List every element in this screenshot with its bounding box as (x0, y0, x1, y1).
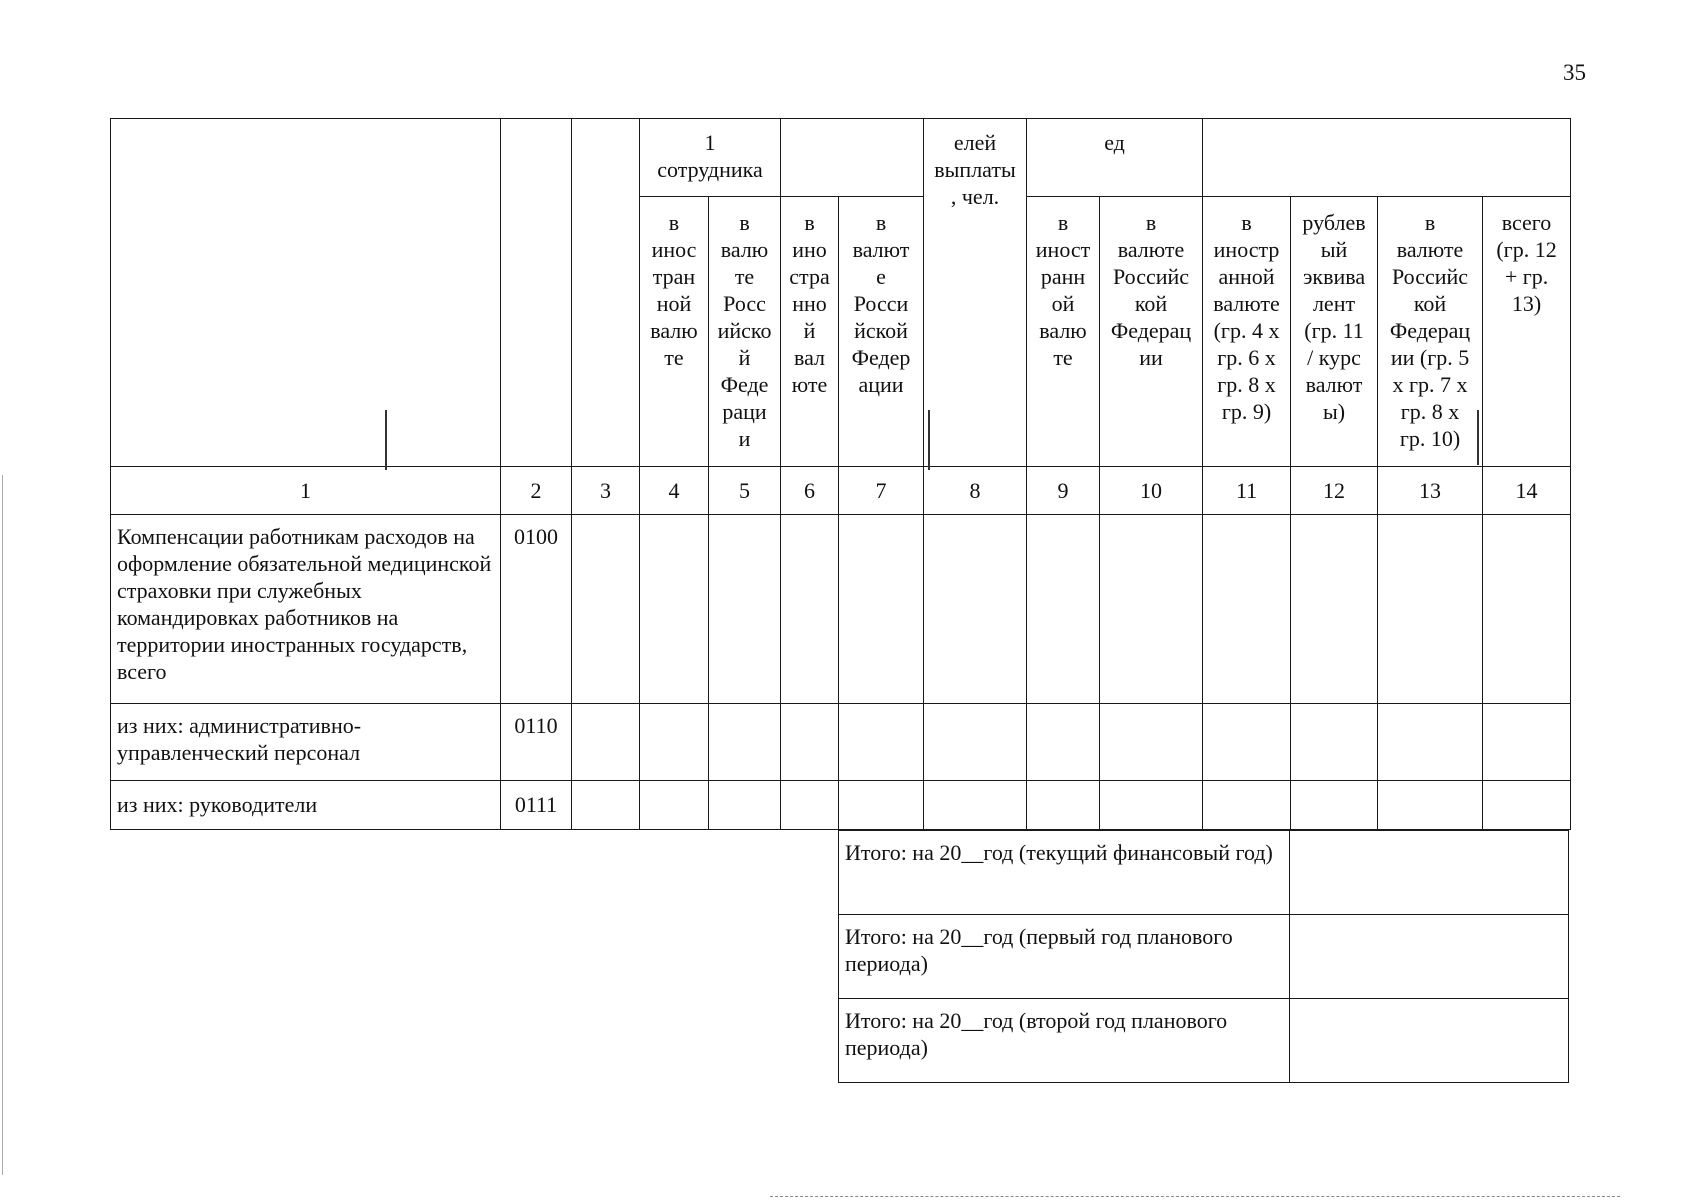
scan-mark (1477, 410, 1479, 465)
value-cell[interactable] (1483, 781, 1571, 830)
row-label: из них: руководители (111, 781, 501, 830)
value-cell[interactable] (1291, 704, 1378, 781)
value-cell[interactable] (709, 515, 781, 704)
subheader-col13: в валюте Российс кой Федерац ии (гр. 5 х гр. 7 х гр. 8 х гр. 10) (1378, 197, 1483, 467)
column-number: 5 (709, 467, 781, 515)
totals-value-cell[interactable] (1290, 999, 1569, 1083)
value-cell[interactable] (1100, 781, 1203, 830)
subheader-col9: в иност ранн ой валю те (1027, 197, 1100, 467)
column-number: 12 (1291, 467, 1378, 515)
value-cell[interactable] (572, 704, 640, 781)
column-number: 8 (924, 467, 1027, 515)
expense-table (110, 118, 1571, 830)
subheader-col14: всего (гр. 12 + гр. 13) (1483, 197, 1571, 467)
value-cell[interactable] (1378, 781, 1483, 830)
table-row (111, 515, 1571, 704)
value-cell[interactable] (1027, 781, 1100, 830)
scan-mark (928, 410, 930, 470)
header-cell-cols11-14 (1203, 119, 1571, 197)
value-cell[interactable] (1203, 515, 1291, 704)
value-cell[interactable] (572, 781, 640, 830)
totals-table (838, 830, 1569, 1083)
totals-value-cell[interactable] (1290, 915, 1569, 999)
value-cell[interactable] (1203, 704, 1291, 781)
subheader-col5: в валю те Росс ийско й Феде раци и (709, 197, 781, 467)
column-number: 14 (1483, 467, 1571, 515)
value-cell[interactable] (640, 515, 709, 704)
header-cell-col8: елей выплаты , чел. (924, 119, 1027, 467)
value-cell[interactable] (1027, 704, 1100, 781)
value-cell[interactable] (1291, 781, 1378, 830)
value-cell[interactable] (640, 704, 709, 781)
totals-row (839, 831, 1569, 915)
header-cell-col3 (572, 119, 640, 467)
page-number: 35 (1563, 60, 1586, 85)
value-cell[interactable] (709, 781, 781, 830)
subheader-col7: в валют е Росси йской Федер ации (839, 197, 924, 467)
row-label: Компенсации работникам расходов на оформление обязательной медицинской страховки при служебных командировках работников на территории иностранных государств, всего (111, 515, 501, 704)
totals-value-cell[interactable] (1290, 831, 1569, 915)
subheader-col6: в ино стра нно й вал юте (781, 197, 839, 467)
subheader-col10: в валюте Российс кой Федерац ии (1100, 197, 1203, 467)
column-number: 2 (501, 467, 572, 515)
value-cell[interactable] (709, 704, 781, 781)
row-label: из них: административно-управленческий персонал (111, 704, 501, 781)
column-number: 13 (1378, 467, 1483, 515)
column-number: 4 (640, 467, 709, 515)
column-number: 7 (839, 467, 924, 515)
column-number: 3 (572, 467, 640, 515)
subheader-col4: в инос тран ной валю те (640, 197, 709, 467)
column-number: 9 (1027, 467, 1100, 515)
value-cell[interactable] (1483, 704, 1571, 781)
value-cell[interactable] (572, 515, 640, 704)
value-cell[interactable] (781, 515, 839, 704)
header-cell-cols6-7 (781, 119, 924, 197)
header-cell-cols4-5: 1 сотрудника (640, 119, 781, 197)
value-cell[interactable] (839, 515, 924, 704)
row-code: 0100 (501, 515, 572, 704)
value-cell[interactable] (1100, 515, 1203, 704)
table-row (111, 704, 1571, 781)
totals-row (839, 915, 1569, 999)
row-code: 0110 (501, 704, 572, 781)
row-code: 0111 (501, 781, 572, 830)
column-number: 11 (1203, 467, 1291, 515)
totals-label: Итого: на 20__год (второй год планового периода) (839, 999, 1290, 1083)
scan-dash (770, 1196, 1620, 1197)
value-cell[interactable] (924, 704, 1027, 781)
value-cell[interactable] (1378, 704, 1483, 781)
value-cell[interactable] (1027, 515, 1100, 704)
value-cell[interactable] (924, 781, 1027, 830)
value-cell[interactable] (924, 515, 1027, 704)
column-number: 1 (111, 467, 501, 515)
scan-mark (385, 410, 387, 470)
value-cell[interactable] (1203, 781, 1291, 830)
value-cell[interactable] (1100, 704, 1203, 781)
value-cell[interactable] (839, 781, 924, 830)
value-cell[interactable] (839, 704, 924, 781)
totals-label: Итого: на 20__год (первый год планового периода) (839, 915, 1290, 999)
column-number: 10 (1100, 467, 1203, 515)
scan-edge (2, 475, 3, 1175)
value-cell[interactable] (781, 781, 839, 830)
value-cell[interactable] (1291, 515, 1378, 704)
value-cell[interactable] (1483, 515, 1571, 704)
totals-label: Итого: на 20__год (текущий финансовый год) (839, 831, 1290, 915)
header-cell-code (501, 119, 572, 467)
column-number: 6 (781, 467, 839, 515)
subheader-col12: рублев ый эквива лент (гр. 11 / курс валют ы) (1291, 197, 1378, 467)
header-cell-name (111, 119, 501, 467)
header-cell-cols9-10: ед (1027, 119, 1203, 197)
table-row (111, 781, 1571, 830)
value-cell[interactable] (781, 704, 839, 781)
value-cell[interactable] (1378, 515, 1483, 704)
value-cell[interactable] (640, 781, 709, 830)
subheader-col11: в иностр анной валюте (гр. 4 х гр. 6 х гр. 8 х гр. 9) (1203, 197, 1291, 467)
totals-row (839, 999, 1569, 1083)
